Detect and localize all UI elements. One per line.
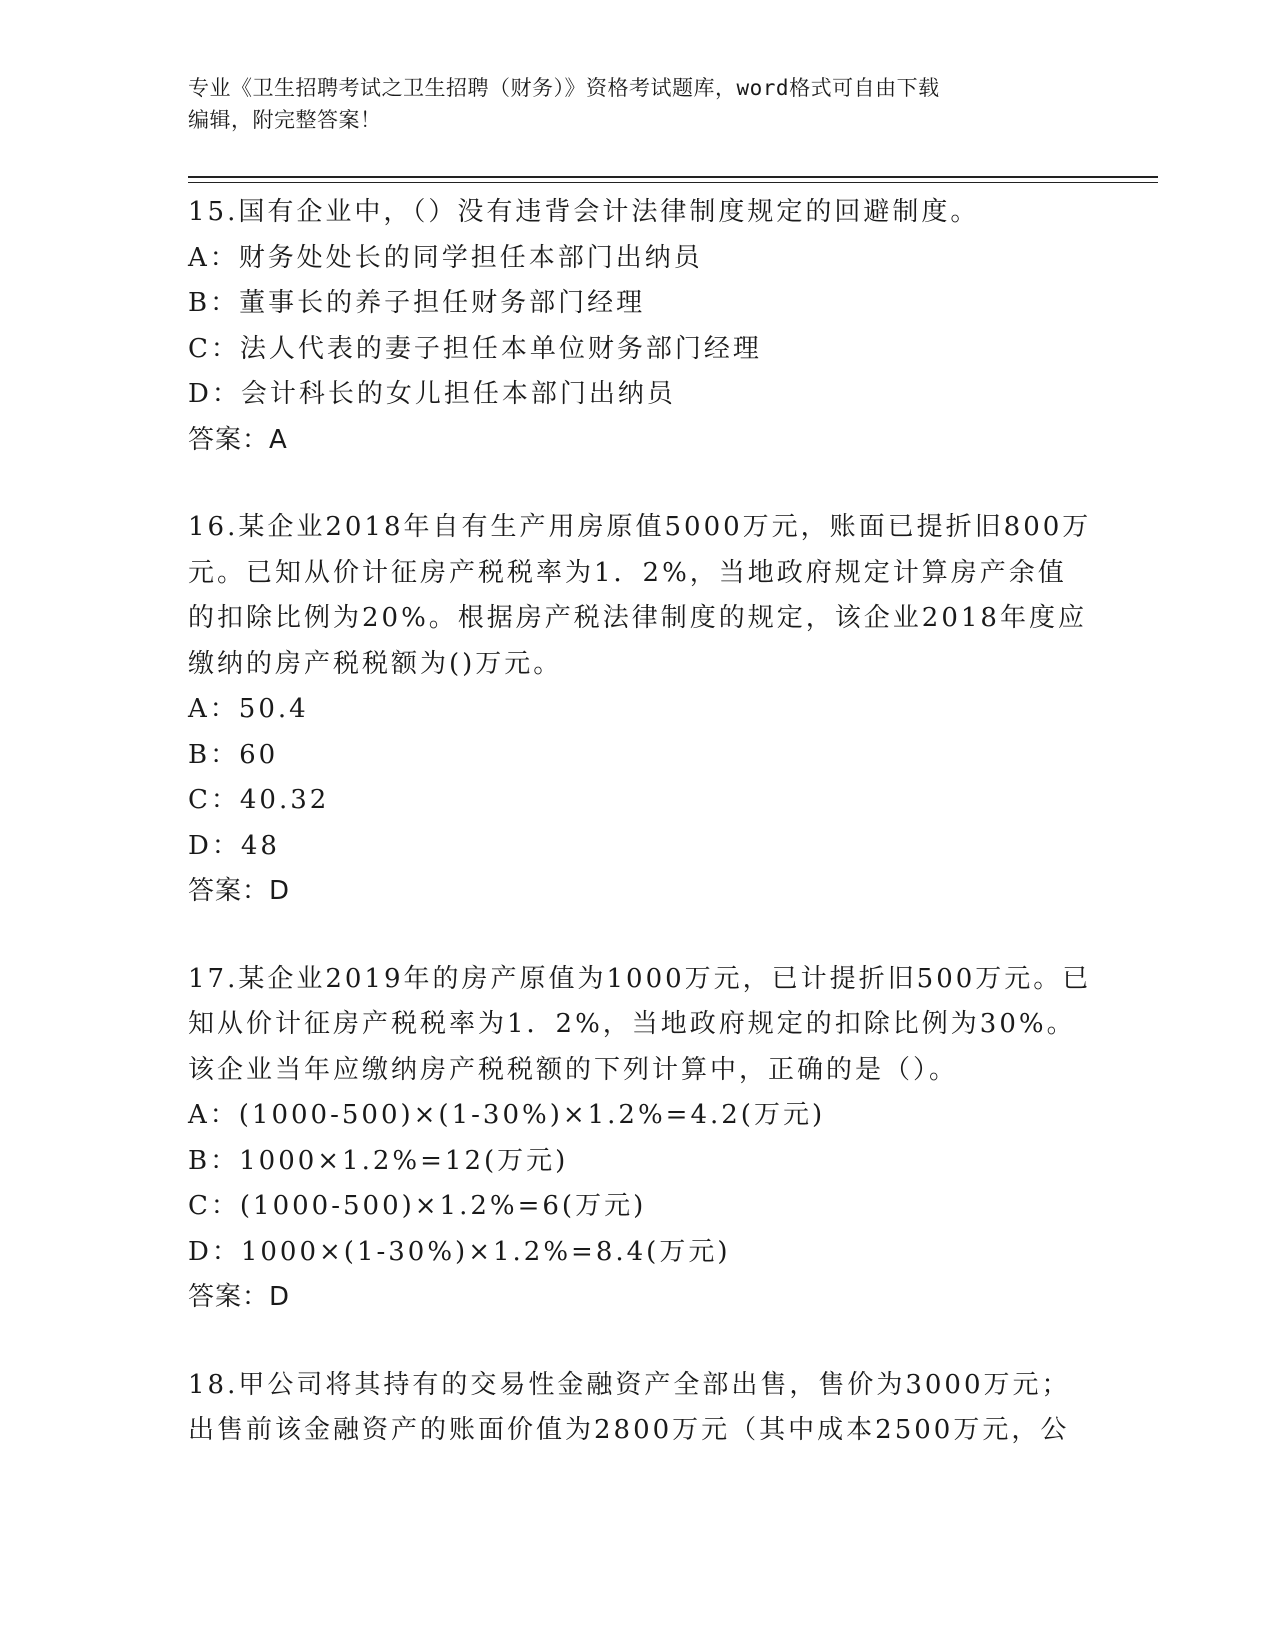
question-stem-line: 16.某企业2018年自有生产用房原值5000万元，账面已提折旧800万	[188, 512, 1092, 542]
option-d: D：48	[188, 830, 280, 861]
option-a: A：50.4	[188, 694, 309, 724]
question-17	[188, 957, 1092, 1321]
answer-label: 答案：A	[188, 424, 288, 455]
option-a: A：财务处处长的同学担任本部门出纳员	[188, 242, 703, 273]
question-stem-line: 的扣除比例为20%。根据房产税法律制度的规定，该企业2018年度应	[188, 603, 1087, 633]
header-line-2: 编辑，附完整答案！	[188, 108, 382, 132]
question-stem-line: 知从价计征房产税税率为1．2%，当地政府规定的扣除比例为30%。	[188, 1009, 1076, 1039]
option-b: B：60	[188, 739, 279, 770]
option-b: B：1000×1.2%=12(万元)	[188, 1145, 569, 1176]
option-c: C：(1000-500)×1.2%=6(万元)	[188, 1191, 647, 1221]
option-d: D：1000×(1-30%)×1.2%=8.4(万元)	[188, 1236, 731, 1267]
question-15	[188, 190, 1088, 463]
header-divider-thick	[188, 176, 1158, 178]
option-d: D：会计科长的女儿担任本部门出纳员	[188, 379, 676, 409]
header-line-1: 专业《卫生招聘考试之卫生招聘（财务）》资格考试题库，word格式可自由下载	[188, 76, 940, 100]
question-stem-line: 出售前该金融资产的账面价值为2800万元（其中成本2500万元，公	[188, 1415, 1070, 1445]
option-c: C：法人代表的妻子担任本单位财务部门经理	[188, 333, 762, 364]
header-divider-thin	[188, 182, 1158, 183]
question-16	[188, 505, 1092, 915]
answer-label: 答案：D	[188, 876, 291, 906]
question-18	[188, 1363, 1088, 1454]
answer-label: 答案：D	[188, 1282, 291, 1312]
option-a: A：(1000-500)×(1-30%)×1.2%=4.2(万元)	[188, 1100, 826, 1130]
question-stem-line: 元。已知从价计征房产税税率为1．2%，当地政府规定计算房产余值	[188, 557, 1067, 588]
question-stem-line: 缴纳的房产税税额为()万元。	[188, 648, 563, 679]
option-b: B：董事长的养子担任财务部门经理	[188, 288, 646, 318]
question-stem-line: 18.甲公司将其持有的交易性金融资产全部出售，售价为3000万元；	[188, 1369, 1071, 1400]
question-stem-line: 17.某企业2019年的房产原值为1000万元，已计提折旧500万元。已	[188, 963, 1092, 994]
question-stem-line: 15.国有企业中，（）没有违背会计法律制度规定的回避制度。	[188, 197, 980, 227]
option-c: C：40.32	[188, 785, 330, 815]
question-stem-line: 该企业当年应缴纳房产税税额的下列计算中，正确的是（）。	[188, 1054, 959, 1085]
question-list	[188, 190, 1092, 1454]
document-header	[188, 72, 1108, 136]
